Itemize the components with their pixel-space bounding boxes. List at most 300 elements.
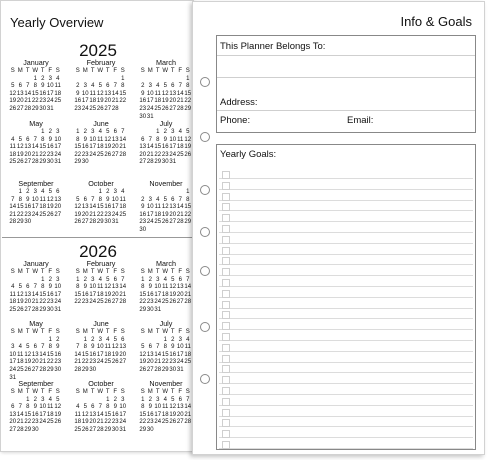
day-cell: 8: [83, 344, 87, 351]
day-cell: 28: [9, 219, 17, 226]
day-cell: 5: [26, 344, 30, 351]
day-cell: 23: [74, 105, 82, 112]
goal-checkbox[interactable]: [222, 236, 230, 244]
day-cell: S: [120, 68, 125, 74]
day-cell: T: [155, 329, 160, 335]
day-cell: 15: [31, 90, 39, 97]
goal-checkbox[interactable]: [222, 355, 230, 363]
goal-checkbox[interactable]: [222, 214, 230, 222]
month-name: November: [149, 379, 183, 388]
day-cell: [139, 129, 147, 137]
day-cell: 29: [154, 159, 162, 166]
day-cell: 2: [83, 129, 87, 135]
day-cell: 21: [16, 419, 24, 426]
day-cell: 25: [46, 419, 54, 426]
day-cell: W: [97, 68, 104, 74]
day-cell: 30: [139, 113, 147, 120]
day-cell: 9: [83, 284, 87, 291]
day-cell: 21: [119, 291, 127, 298]
day-cell: 25: [74, 426, 82, 433]
day-cell: 21: [119, 144, 127, 151]
yearly-goals-label: Yearly Goals:: [220, 149, 277, 160]
day-cell: 20: [119, 351, 127, 358]
day-cell: T: [105, 389, 110, 395]
day-cell: S: [140, 329, 145, 335]
day-cell: F: [113, 329, 118, 335]
day-cell: 28: [74, 366, 82, 373]
goal-checkbox[interactable]: [222, 311, 230, 319]
day-cell: 21: [39, 359, 47, 366]
day-cell: 16: [39, 90, 47, 97]
day-cell: 4: [156, 83, 160, 90]
day-cell: [154, 189, 162, 197]
day-cell: [9, 76, 17, 84]
day-cell: 23: [139, 105, 147, 112]
goal-line: [219, 340, 473, 341]
day-cell: 18: [39, 204, 47, 211]
day-cell: [89, 189, 97, 197]
day-cell: 26: [46, 211, 54, 218]
day-cell: W: [162, 68, 169, 74]
binder-hole: [200, 227, 210, 237]
day-cell: S: [10, 269, 15, 275]
day-cell: 14: [184, 404, 192, 411]
phone-label: Phone:: [220, 115, 251, 126]
day-cell: 27: [176, 419, 184, 426]
goal-checkbox[interactable]: [222, 376, 230, 384]
goal-checkbox[interactable]: [222, 409, 230, 417]
day-cell: W: [32, 68, 39, 74]
day-cell: [9, 397, 17, 405]
day-cell: 6: [91, 404, 95, 411]
day-cell: 2: [163, 129, 167, 135]
day-cell: W: [32, 389, 39, 395]
day-cell: 26: [104, 299, 112, 306]
day-cell: 27: [119, 359, 127, 366]
day-cell: 22: [184, 211, 192, 218]
day-cell: 14: [39, 351, 47, 358]
year-heading: 2025: [79, 41, 117, 60]
day-cell: 26: [184, 151, 192, 158]
goal-checkbox[interactable]: [222, 203, 230, 211]
day-cell: 24: [9, 366, 17, 373]
day-cell: M: [82, 329, 88, 335]
day-cell: 4: [48, 396, 52, 403]
day-cell: 6: [18, 83, 22, 90]
day-cell: T: [25, 269, 30, 275]
day-cell: 7: [178, 196, 182, 203]
day-cell: 16: [146, 291, 154, 298]
day-cell: 1: [186, 189, 190, 195]
day-cell: 22: [139, 299, 147, 306]
day-cell: 25: [96, 151, 104, 158]
day-cell: W: [162, 329, 169, 335]
day-cell: 7: [178, 83, 182, 90]
day-cell: 27: [24, 159, 32, 166]
day-cell: [39, 337, 47, 345]
day-cell: 18: [54, 90, 62, 97]
goal-checkbox[interactable]: [222, 441, 230, 449]
day-cell: 22: [39, 151, 47, 158]
day-cell: 29: [16, 219, 24, 226]
day-cell: 10: [169, 136, 177, 143]
day-cell: 23: [54, 359, 62, 366]
goal-checkbox[interactable]: [222, 268, 230, 276]
day-cell: 19: [24, 359, 32, 366]
day-cell: 29: [184, 219, 192, 226]
goal-checkbox[interactable]: [222, 225, 230, 233]
day-cell: 19: [16, 151, 24, 158]
month-name: January: [23, 58, 49, 67]
day-cell: 1: [98, 189, 102, 195]
binder-hole: [200, 322, 210, 332]
day-cell: 27: [169, 105, 177, 112]
day-cell: S: [140, 68, 145, 74]
day-cell: 31: [111, 219, 119, 226]
day-cell: [24, 337, 32, 345]
day-cell: 11: [97, 284, 104, 291]
day-cell: 15: [74, 291, 82, 298]
binder-hole: [200, 132, 210, 142]
day-cell: 19: [81, 419, 89, 426]
goal-checkbox[interactable]: [222, 301, 230, 309]
day-cell: 2: [48, 276, 52, 283]
day-cell: [82, 397, 90, 405]
day-cell: M: [147, 389, 153, 395]
day-cell: 1: [33, 75, 37, 82]
day-cell: 9: [141, 90, 145, 97]
day-cell: 11: [154, 90, 161, 97]
day-cell: 8: [141, 284, 145, 291]
day-cell: [162, 189, 170, 197]
day-cell: [177, 189, 185, 197]
goal-checkbox[interactable]: [222, 322, 230, 330]
day-cell: 24: [54, 299, 62, 306]
goal-checkbox[interactable]: [222, 247, 230, 255]
day-cell: 17: [96, 351, 104, 358]
day-cell: 30: [139, 226, 147, 233]
day-cell: F: [178, 389, 183, 395]
day-cell: 10: [81, 90, 89, 97]
day-cell: 20: [16, 98, 24, 105]
day-cell: 15: [139, 411, 147, 418]
day-cell: 19: [104, 144, 112, 151]
day-cell: 19: [161, 211, 169, 218]
info-goals-page: [192, 1, 485, 455]
month-name: January: [23, 259, 49, 268]
day-cell: 13: [176, 284, 184, 291]
month-calendar: [74, 259, 128, 307]
day-cell: 6: [33, 344, 37, 351]
day-cell: 3: [148, 83, 152, 90]
day-cell: 19: [184, 144, 192, 151]
day-cell: 8: [106, 404, 110, 411]
month-name: March: [156, 259, 176, 268]
day-cell: 21: [74, 359, 82, 366]
day-cell: [139, 189, 147, 197]
day-cell: 14: [176, 204, 184, 211]
day-cell: T: [105, 68, 110, 74]
day-cell: 12: [104, 136, 112, 143]
day-cell: 22: [24, 419, 32, 426]
binder-hole: [200, 185, 210, 195]
day-cell: 20: [54, 204, 62, 211]
day-cell: 17: [9, 359, 17, 366]
day-cell: 22: [104, 419, 112, 426]
goal-line: [219, 426, 473, 427]
day-cell: S: [10, 329, 15, 335]
day-cell: 9: [148, 284, 152, 291]
goal-checkbox[interactable]: [222, 398, 230, 406]
day-cell: 19: [54, 411, 62, 418]
day-cell: 19: [169, 291, 177, 298]
day-cell: 4: [163, 396, 167, 403]
day-cell: 23: [81, 299, 89, 306]
day-cell: T: [40, 329, 45, 335]
month-name: June: [93, 119, 109, 128]
day-cell: 22: [46, 359, 54, 366]
day-cell: M: [147, 329, 153, 335]
day-cell: 28: [184, 419, 192, 426]
day-cell: 22: [31, 98, 39, 105]
day-cell: 17: [81, 98, 89, 105]
day-cell: 23: [31, 419, 39, 426]
day-cell: 5: [163, 196, 167, 203]
month-calendar: [139, 119, 193, 167]
day-cell: 25: [161, 299, 169, 306]
day-cell: 6: [113, 276, 117, 283]
day-cell: 12: [9, 90, 17, 97]
day-cell: 21: [184, 411, 192, 418]
goal-checkbox[interactable]: [222, 344, 230, 352]
day-cell: 28: [31, 306, 39, 313]
goal-line: [219, 200, 473, 201]
day-cell: 21: [176, 211, 184, 218]
day-cell: [24, 129, 32, 137]
day-cell: 25: [89, 105, 97, 112]
day-cell: 13: [176, 404, 184, 411]
day-cell: 16: [46, 144, 54, 151]
day-cell: 12: [16, 291, 24, 298]
day-cell: T: [25, 389, 30, 395]
day-cell: 23: [146, 419, 154, 426]
goal-checkbox[interactable]: [222, 419, 230, 427]
day-cell: 16: [89, 351, 97, 358]
day-cell: 15: [184, 90, 192, 97]
month-name: July: [159, 319, 173, 328]
day-cell: W: [162, 389, 169, 395]
day-cell: 10: [119, 404, 127, 411]
day-cell: 11: [9, 291, 16, 298]
goal-line: [219, 210, 473, 211]
day-cell: 20: [111, 144, 119, 151]
day-cell: [9, 129, 17, 137]
day-cell: T: [90, 329, 95, 335]
month-calendar: [139, 319, 193, 375]
day-cell: 3: [41, 396, 45, 403]
goal-checkbox[interactable]: [222, 387, 230, 395]
day-cell: 20: [169, 211, 177, 218]
day-cell: 9: [106, 196, 110, 203]
day-cell: 8: [163, 344, 167, 351]
day-cell: 25: [54, 98, 62, 105]
day-cell: 30: [54, 366, 62, 373]
day-cell: 20: [139, 151, 147, 158]
month-calendar: [139, 179, 193, 235]
day-cell: 19: [16, 299, 24, 306]
day-cell: 25: [184, 359, 192, 366]
day-cell: 21: [184, 291, 192, 298]
day-cell: 9: [148, 404, 152, 411]
day-cell: 31: [146, 113, 154, 120]
day-cell: F: [113, 68, 118, 74]
goal-line: [219, 318, 473, 319]
day-cell: 17: [54, 144, 62, 151]
day-cell: 26: [104, 151, 112, 158]
day-cell: 26: [16, 306, 24, 313]
day-cell: 22: [74, 299, 82, 306]
day-cell: 14: [31, 291, 39, 298]
day-cell: T: [25, 68, 30, 74]
day-cell: 27: [9, 426, 17, 433]
day-cell: 23: [39, 98, 47, 105]
day-cell: 14: [119, 136, 127, 143]
month-calendar: [9, 259, 63, 315]
day-cell: 26: [139, 366, 147, 373]
day-cell: 22: [74, 151, 82, 158]
goal-line: [219, 232, 473, 233]
day-cell: 18: [9, 151, 17, 158]
day-cell: 15: [161, 351, 169, 358]
day-cell: 14: [119, 284, 127, 291]
day-cell: M: [147, 68, 153, 74]
day-cell: 18: [184, 351, 192, 358]
day-cell: 4: [163, 276, 167, 283]
owner-info-box: [216, 35, 476, 133]
day-cell: 11: [177, 136, 184, 143]
day-cell: 17: [31, 204, 39, 211]
day-cell: 31: [169, 159, 177, 166]
day-cell: [74, 337, 82, 345]
day-cell: 2: [141, 83, 145, 90]
goal-line: [219, 264, 473, 265]
day-cell: 12: [104, 284, 112, 291]
day-cell: T: [155, 389, 160, 395]
goal-checkbox[interactable]: [222, 430, 230, 438]
day-cell: 16: [46, 291, 54, 298]
day-cell: 7: [33, 136, 37, 143]
day-cell: 26: [111, 359, 119, 366]
day-cell: 8: [186, 196, 190, 203]
day-cell: 24: [111, 211, 119, 218]
day-cell: M: [147, 269, 153, 275]
day-cell: 4: [11, 136, 15, 143]
year-divider: [2, 237, 194, 238]
day-cell: 25: [39, 211, 47, 218]
goal-checkbox[interactable]: [222, 290, 230, 298]
day-cell: 17: [146, 211, 154, 218]
day-cell: 13: [111, 136, 119, 143]
day-cell: [17, 397, 25, 405]
day-cell: M: [17, 329, 23, 335]
day-cell: 8: [18, 196, 22, 203]
day-cell: 18: [154, 98, 162, 105]
goal-checkbox[interactable]: [222, 182, 230, 190]
day-cell: 29: [31, 105, 39, 112]
goal-checkbox[interactable]: [222, 333, 230, 341]
day-cell: 26: [74, 219, 82, 226]
day-cell: 4: [18, 344, 22, 351]
day-cell: 3: [121, 396, 125, 403]
day-cell: 11: [104, 344, 111, 351]
day-cell: 12: [54, 404, 62, 411]
day-cell: [154, 76, 162, 84]
day-cell: 2: [148, 276, 152, 283]
day-cell: 3: [178, 336, 182, 343]
day-cell: 30: [31, 426, 39, 433]
day-cell: 8: [156, 136, 160, 143]
day-cell: M: [82, 269, 88, 275]
day-cell: 18: [161, 411, 169, 418]
goal-line: [219, 275, 473, 276]
day-cell: 15: [184, 204, 192, 211]
day-cell: 5: [18, 284, 22, 291]
day-cell: 24: [154, 299, 162, 306]
goal-checkbox[interactable]: [222, 279, 230, 287]
month-calendar: [74, 379, 128, 435]
day-cell: 21: [9, 211, 17, 218]
day-cell: 29: [39, 159, 47, 166]
day-cell: [9, 277, 17, 285]
day-cell: 4: [41, 189, 45, 195]
day-cell: 12: [161, 90, 169, 97]
goal-checkbox[interactable]: [222, 365, 230, 373]
month-name: March: [156, 58, 176, 67]
goal-checkbox[interactable]: [222, 193, 230, 201]
day-cell: 14: [176, 90, 184, 97]
day-cell: 27: [24, 306, 32, 313]
goal-checkbox[interactable]: [222, 257, 230, 265]
day-cell: 5: [106, 276, 110, 283]
day-cell: S: [75, 389, 80, 395]
month-name: October: [88, 179, 114, 188]
day-cell: 15: [96, 204, 104, 211]
day-cell: 27: [111, 151, 119, 158]
day-cell: 21: [154, 359, 162, 366]
day-cell: 30: [104, 219, 112, 226]
day-cell: 19: [9, 98, 17, 105]
day-cell: 5: [48, 189, 52, 195]
day-cell: 10: [96, 344, 104, 351]
goal-checkbox[interactable]: [222, 171, 230, 179]
month-calendar: [139, 58, 193, 121]
day-cell: [32, 129, 40, 137]
day-cell: [74, 397, 82, 405]
day-cell: W: [97, 389, 104, 395]
day-cell: F: [178, 269, 183, 275]
day-cell: 30: [81, 159, 89, 166]
day-cell: 21: [24, 98, 32, 105]
day-cell: 2: [113, 396, 117, 403]
day-cell: 15: [139, 291, 147, 298]
day-cell: W: [32, 269, 39, 275]
day-cell: 25: [154, 219, 162, 226]
day-cell: 1: [83, 336, 87, 343]
day-cell: [104, 76, 112, 84]
day-cell: 7: [98, 404, 102, 411]
day-cell: 11: [47, 404, 54, 411]
day-cell: 7: [156, 344, 160, 351]
